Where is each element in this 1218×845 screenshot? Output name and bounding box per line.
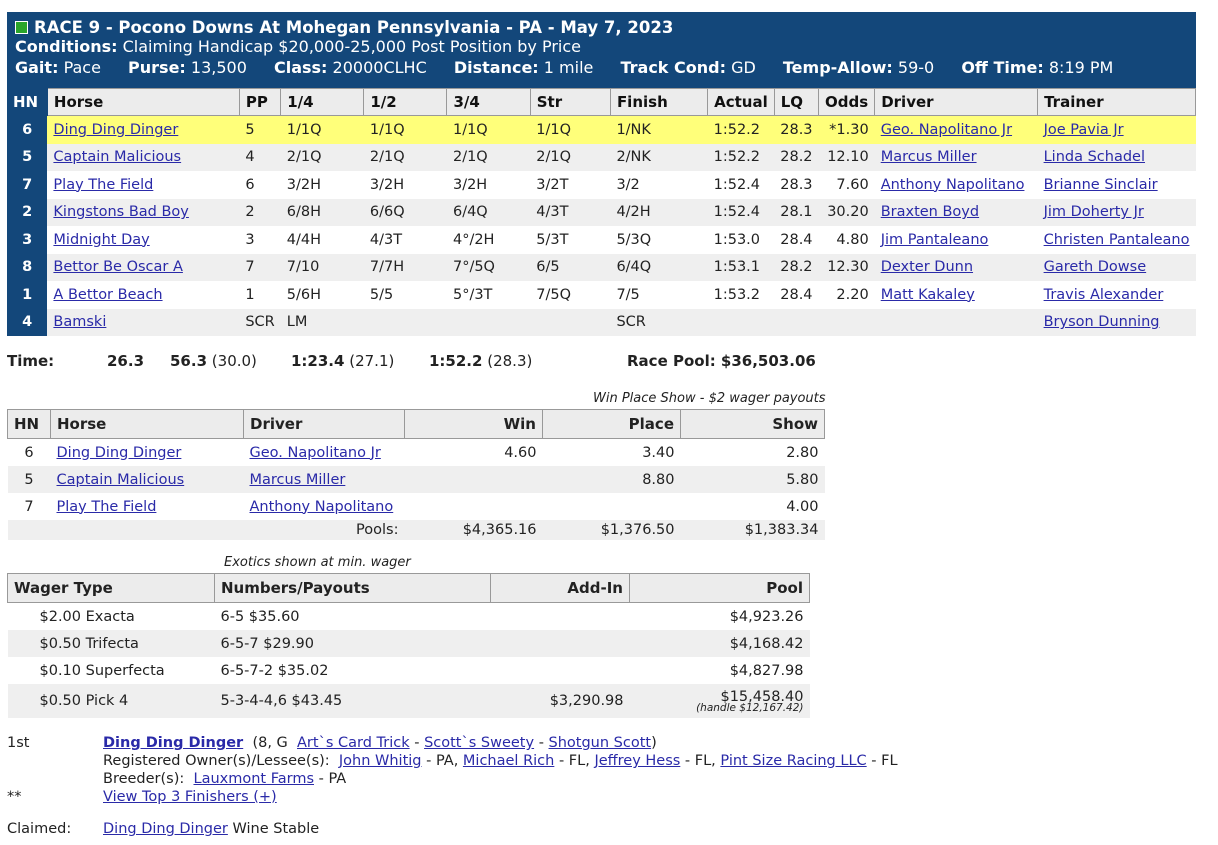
pool-place: $1,376.50 xyxy=(543,520,681,540)
time-half: 56.3 (30.0) xyxy=(170,352,257,370)
table-row: 5 Captain Malicious Marcus Miller 8.80 5.80 xyxy=(8,466,825,493)
trainer-link[interactable]: Brianne Sinclair xyxy=(1043,176,1158,193)
col-pp: PP xyxy=(239,89,280,116)
exotics-col-type: Wager Type xyxy=(8,574,215,603)
table-row: 6 Ding Ding Dinger Geo. Napolitano Jr 4.60 3.40 2.80 xyxy=(24,444,819,461)
pools-label: Pools: xyxy=(244,520,405,540)
trainer-link[interactable]: Gareth Dowse xyxy=(1043,259,1147,276)
stars-label: ** xyxy=(7,789,22,805)
temp-value: 59-0 xyxy=(897,58,935,77)
table-row: 5 Captain Malicious 4 2/1Q 2/1Q 2/1Q 2/1Q 2/NK 1:52.2 28.2 12.10 Marcus Miller Linda Schadel xyxy=(7,144,1196,172)
trainer-link[interactable]: Linda Schadel xyxy=(1043,149,1145,166)
driver-link[interactable]: Braxten Boyd xyxy=(880,204,980,221)
col-q2: 1/2 xyxy=(364,89,447,116)
driver-link[interactable]: Anthony Napolitano xyxy=(249,498,394,515)
driver-link[interactable]: Marcus Miller xyxy=(249,471,346,488)
owners-line: Registered Owner(s)/Lessee(s): John Whitig - PA, Michael Rich - FL, Jeffrey Hess - FL, Pint Size Racing LLC - FL xyxy=(103,753,898,769)
table-row: $2.00 Exacta 6-5 $35.60 $4,923.26 xyxy=(39,608,804,625)
wps-table xyxy=(7,409,825,540)
track-value: GD xyxy=(731,58,756,77)
table-row: $0.10 Superfecta 6-5-7-2 $35.02 $4,827.98 xyxy=(39,662,804,679)
driver-link[interactable]: Anthony Napolitano xyxy=(880,176,1025,193)
exotics-caption: Exotics shown at min. wager xyxy=(224,555,411,570)
winner-horse-link[interactable]: Ding Ding Dinger xyxy=(103,735,244,751)
exotics-col-pool: Pool xyxy=(630,574,810,603)
claimed-by: Wine Stable xyxy=(232,821,320,837)
distance-value: 1 mile xyxy=(543,58,594,77)
wps-col-driver: Driver xyxy=(244,410,405,439)
trainer-link[interactable]: Christen Pantaleano xyxy=(1043,231,1190,248)
owners-label: Registered Owner(s)/Lessee(s): xyxy=(103,753,330,769)
wps-header-row xyxy=(8,410,825,439)
race-header xyxy=(7,12,1196,88)
driver-link[interactable]: Geo. Napolitano Jr xyxy=(880,121,1013,138)
owner-link[interactable]: Michael Rich xyxy=(462,753,555,769)
table-row: 8 Bettor Be Oscar A 7 7/10 7/7H 7°/5Q 6/5 6/4Q 1:53.1 28.2 12.30 Dexter Dunn Gareth Dowse xyxy=(7,254,1196,282)
time-quarter: 26.3 xyxy=(107,352,145,370)
breeder-line: Breeder(s): Lauxmont Farms - PA xyxy=(103,771,347,787)
wps-col-place: Place xyxy=(543,410,681,439)
horse-link[interactable]: Bamski xyxy=(53,314,107,331)
table-row: 6 Ding Ding Dinger 5 1/1Q 1/1Q 1/1Q 1/1Q 1/NK 1:52.2 28.3 *1.30 Geo. Napolitano Jr Joe Pavia Jr xyxy=(7,116,1196,144)
horse-link[interactable]: Ding Ding Dinger xyxy=(53,121,179,138)
horse-link[interactable]: Play The Field xyxy=(56,498,157,515)
table-row: 4 Bamski SCR LM SCR Bryson Dunning xyxy=(7,309,1196,337)
col-actual: Actual xyxy=(708,89,775,116)
wps-col-show: Show xyxy=(681,410,825,439)
place-label: 1st xyxy=(7,735,30,751)
race-details: Gait: Pace Purse: 13,500 Class: 20000CLHC Distance: 1 mile Track Cond: GD Temp-Allow: 59-0 Off Time: 8:19 PM xyxy=(15,58,1114,77)
horse-link[interactable]: Ding Ding Dinger xyxy=(56,444,182,461)
wps-col-hn: HN xyxy=(8,410,51,439)
time-final: 1:52.2 (28.3) xyxy=(429,352,533,370)
table-row: 7 Play The Field Anthony Napolitano 4.00 xyxy=(24,498,819,515)
horse-link[interactable]: Kingstons Bad Boy xyxy=(53,204,189,221)
exotics-col-addin: Add-In xyxy=(491,574,630,603)
off-time-value: 8:19 PM xyxy=(1048,58,1114,77)
driver-link[interactable]: Marcus Miller xyxy=(880,149,977,166)
time-three-quarter: 1:23.4 (27.1) xyxy=(291,352,395,370)
horse-link[interactable]: Play The Field xyxy=(53,176,154,193)
pick4-handle: (handle $12,167.42) xyxy=(696,702,804,714)
race-title: RACE 9 - Pocono Downs At Mohegan Pennsylvania - PA - May 7, 2023 xyxy=(34,18,674,37)
horse-link[interactable]: Captain Malicious xyxy=(53,149,182,166)
driver-link[interactable]: Matt Kakaley xyxy=(880,286,975,303)
col-horse: Horse xyxy=(47,89,239,116)
winner-age-sex: (8, G xyxy=(252,735,288,751)
table-row: 3 Midnight Day 3 4/4H 4/3T 4°/2H 5/3T 5/3Q 1:53.0 28.4 4.80 Jim Pantaleano Christen Pantaleano xyxy=(7,226,1196,254)
gait-value: Pace xyxy=(63,58,101,77)
col-hn: HN xyxy=(7,89,47,116)
damsire-link[interactable]: Shotgun Scott xyxy=(548,735,652,751)
trainer-link[interactable]: Bryson Dunning xyxy=(1043,314,1160,331)
exotics-header-row xyxy=(8,574,810,603)
time-label: Time: xyxy=(7,352,55,370)
trainer-link[interactable]: Jim Doherty Jr xyxy=(1043,204,1144,221)
col-q3: 3/4 xyxy=(447,89,530,116)
table-row: 1 A Bettor Beach 1 5/6H 5/5 5°/3T 7/5Q 7/5 1:53.2 28.4 2.20 Matt Kakaley Travis Alexander xyxy=(7,281,1196,309)
breeder-label: Breeder(s): xyxy=(103,771,185,787)
dam-link[interactable]: Scott`s Sweety xyxy=(424,735,535,751)
driver-link[interactable]: Geo. Napolitano Jr xyxy=(249,444,381,461)
owner-link[interactable]: Pint Size Racing LLC xyxy=(720,753,867,769)
purse-value: 13,500 xyxy=(190,58,247,77)
col-q1: 1/4 xyxy=(281,89,364,116)
col-finish: Finish xyxy=(610,89,707,116)
race-conditions: Conditions: Claiming Handicap $20,000-25,000 Post Position by Price xyxy=(15,37,581,56)
results-header-row xyxy=(7,89,1196,116)
horse-link[interactable]: Midnight Day xyxy=(53,231,150,248)
horse-link[interactable]: Bettor Be Oscar A xyxy=(53,259,183,276)
trainer-link[interactable]: Joe Pavia Jr xyxy=(1043,121,1124,138)
driver-link[interactable]: Dexter Dunn xyxy=(880,259,974,276)
owner-link[interactable]: John Whitig xyxy=(338,753,422,769)
exotics-col-numbers: Numbers/Payouts xyxy=(215,574,491,603)
pick4-pool: $15,458.40 xyxy=(720,689,804,705)
sire-link[interactable]: Art`s Card Trick xyxy=(297,735,410,751)
col-lq: LQ xyxy=(774,89,818,116)
trainer-link[interactable]: Travis Alexander xyxy=(1043,286,1164,303)
race-pool: Race Pool: $36,503.06 xyxy=(627,352,816,370)
col-odds: Odds xyxy=(819,89,875,116)
table-row: 7 Play The Field 6 3/2H 3/2H 3/2H 3/2T 3/2 1:52.4 28.3 7.60 Anthony Napolitano Brianne Sinclair xyxy=(7,171,1196,199)
class-value: 20000CLHC xyxy=(332,58,427,77)
view-top3-link[interactable]: View Top 3 Finishers (+) xyxy=(103,789,277,805)
wps-col-horse: Horse xyxy=(51,410,244,439)
pool-win: $4,365.16 xyxy=(405,520,543,540)
claimed-label: Claimed: xyxy=(7,821,72,837)
results-table xyxy=(7,88,1196,336)
wps-col-win: Win xyxy=(405,410,543,439)
table-row: $0.50 Pick 4 5-3-4-4,6 $43.45 $3,290.98 $15,458.40 (handle $12,167.42) xyxy=(8,684,810,718)
wps-caption: Win Place Show - $2 wager payouts xyxy=(593,391,826,406)
exotics-table xyxy=(7,573,810,718)
horse-link[interactable]: A Bettor Beach xyxy=(53,286,163,303)
driver-link[interactable]: Jim Pantaleano xyxy=(880,231,989,248)
breeder-link[interactable]: Lauxmont Farms xyxy=(193,771,314,787)
claimed-horse-link[interactable]: Ding Ding Dinger xyxy=(103,821,228,837)
owner-link[interactable]: Jeffrey Hess xyxy=(594,753,681,769)
col-driver: Driver xyxy=(875,89,1038,116)
table-row: 2 Kingstons Bad Boy 2 6/8H 6/6Q 6/4Q 4/3T 4/2H 1:52.4 28.1 30.20 Braxten Boyd Jim Doherty Jr xyxy=(7,199,1196,227)
status-square-icon xyxy=(15,21,28,34)
pool-show: $1,383.34 xyxy=(681,520,825,540)
horse-link[interactable]: Captain Malicious xyxy=(56,471,185,488)
pools-row xyxy=(8,520,825,540)
col-str: Str xyxy=(530,89,610,116)
col-trainer: Trainer xyxy=(1038,89,1196,116)
table-row: $0.50 Trifecta 6-5-7 $29.90 $4,168.42 xyxy=(8,630,810,657)
